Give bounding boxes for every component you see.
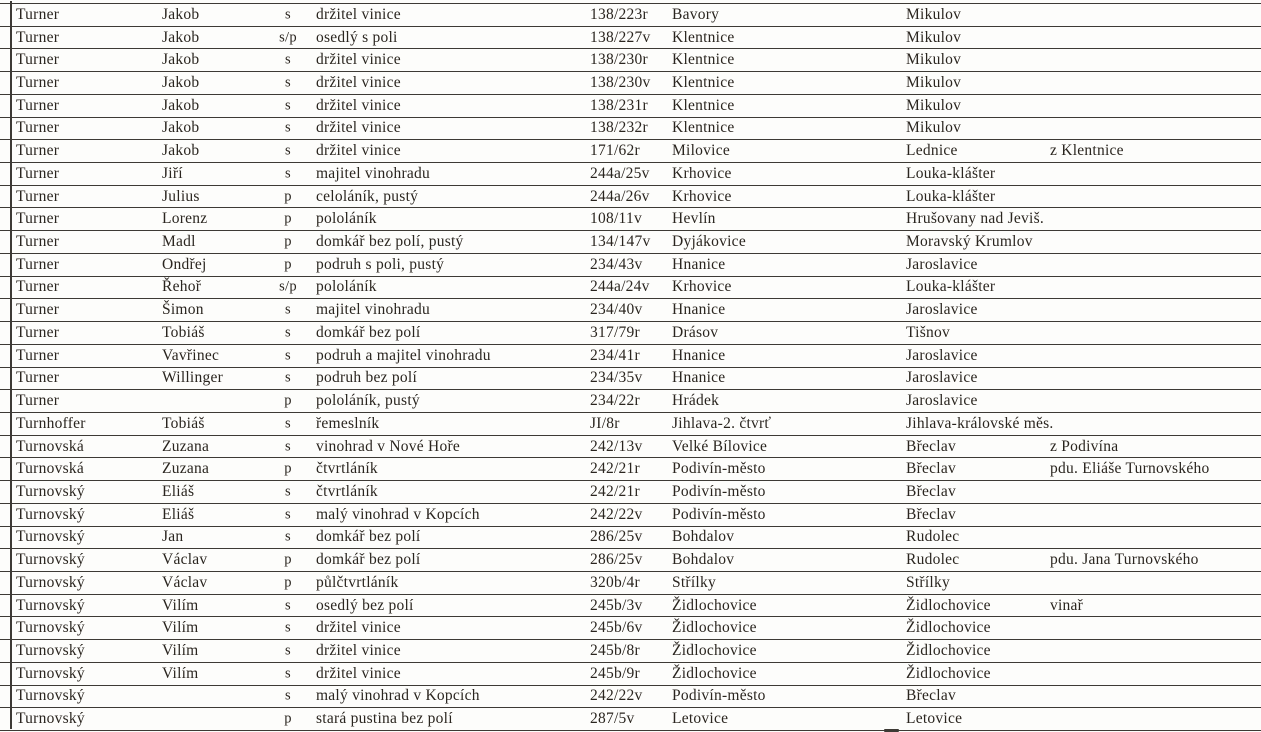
cell-note: z Klentnice bbox=[1050, 141, 1124, 159]
cell-given-name: Tobiáš bbox=[162, 414, 205, 432]
cell-surname: Turnovský bbox=[16, 641, 85, 659]
table-row bbox=[0, 186, 1261, 209]
cell-surname: Turner bbox=[16, 255, 60, 273]
cell-district: Židlochovice bbox=[906, 641, 991, 659]
cell-surname: Turner bbox=[16, 300, 60, 318]
cell-surname: Turnovský bbox=[16, 687, 85, 705]
cell-place: Dyjákovice bbox=[672, 232, 746, 250]
cell-given-name: Šimon bbox=[162, 300, 204, 318]
cell-source-ref: 108/11v bbox=[590, 210, 642, 228]
cell-place: Podivín-město bbox=[672, 482, 766, 500]
cell-source-ref: 317/79r bbox=[590, 323, 640, 341]
cell-district: Rudolec bbox=[906, 528, 960, 546]
cell-source-ref: 234/43v bbox=[590, 255, 643, 273]
table-row bbox=[0, 640, 1261, 663]
cell-place: Milovice bbox=[672, 141, 730, 159]
cell-given-name: Willinger bbox=[162, 369, 224, 387]
cell-source-ref: 244a/25v bbox=[590, 164, 650, 182]
cell-description: pololáník, pustý bbox=[316, 391, 420, 409]
cell-district: Moravský Krumlov bbox=[906, 232, 1033, 250]
cell-description: pololáník bbox=[316, 278, 377, 296]
cell-given-name: Jakob bbox=[162, 28, 200, 46]
cell-description: majitel vinohradu bbox=[316, 164, 431, 182]
cell-given-name: Jan bbox=[162, 528, 184, 546]
cell-given-name: Václav bbox=[162, 550, 208, 568]
cell-place: Bohdalov bbox=[672, 528, 735, 546]
cell-surname: Turnovský bbox=[16, 573, 85, 591]
cell-source-ref: 320b/4r bbox=[590, 573, 640, 591]
cell-status: s bbox=[285, 619, 291, 636]
table-row bbox=[0, 254, 1261, 277]
cell-place: Židlochovice bbox=[672, 619, 757, 637]
cell-district: Rudolec bbox=[906, 550, 960, 568]
cell-status: s bbox=[285, 415, 291, 432]
cell-district: Mikulov bbox=[906, 51, 962, 69]
table-row bbox=[0, 595, 1261, 618]
cell-given-name: Zuzana bbox=[162, 460, 210, 478]
cell-source-ref: 138/227v bbox=[590, 28, 651, 46]
cell-place: Klentnice bbox=[672, 51, 735, 69]
cell-description: osedlý s poli bbox=[316, 28, 398, 46]
cell-source-ref: 134/147v bbox=[590, 232, 651, 250]
cell-source-ref: 138/230v bbox=[590, 73, 651, 91]
cell-surname: Turnovský bbox=[16, 619, 85, 637]
cell-source-ref: 244a/26v bbox=[590, 187, 650, 205]
cell-surname: Turner bbox=[16, 164, 60, 182]
cell-given-name: Tobiáš bbox=[162, 323, 205, 341]
cell-status: s bbox=[285, 596, 291, 613]
cell-status: p bbox=[284, 187, 292, 204]
cell-surname: Turner bbox=[16, 210, 60, 228]
cell-description: domkář bez polí bbox=[316, 528, 421, 546]
table-row bbox=[0, 368, 1261, 391]
cell-source-ref: 138/230r bbox=[590, 51, 648, 69]
cell-district: Louka-klášter bbox=[906, 187, 996, 205]
cell-surname: Turner bbox=[16, 28, 60, 46]
cell-status: s bbox=[285, 301, 291, 318]
cell-description: pololáník bbox=[316, 210, 377, 228]
cell-surname: Turnovská bbox=[16, 460, 84, 478]
cell-place: Krhovice bbox=[672, 187, 732, 205]
cell-status: s bbox=[285, 665, 291, 682]
cell-district: Mikulov bbox=[906, 73, 962, 91]
cell-status: s bbox=[285, 483, 291, 500]
cell-surname: Turnovský bbox=[16, 664, 85, 682]
table-row bbox=[0, 413, 1261, 436]
cell-description: držitel vinice bbox=[316, 96, 401, 114]
cell-place: Krhovice bbox=[672, 278, 732, 296]
table-row bbox=[0, 27, 1261, 50]
cell-status: s/p bbox=[279, 278, 297, 295]
cell-place: Klentnice bbox=[672, 28, 735, 46]
cell-surname: Turnovský bbox=[16, 482, 85, 500]
table-row bbox=[0, 163, 1261, 186]
cell-given-name: Vilím bbox=[162, 641, 199, 659]
cell-status: s bbox=[285, 346, 291, 363]
cell-place: Podivín-město bbox=[672, 687, 766, 705]
table-row bbox=[0, 299, 1261, 322]
table-row bbox=[0, 708, 1261, 731]
cell-description: držitel vinice bbox=[316, 664, 401, 682]
cell-district: Louka-klášter bbox=[906, 278, 996, 296]
cell-district: Židlochovice bbox=[906, 596, 991, 614]
cell-district: Louka-klášter bbox=[906, 164, 996, 182]
cell-surname: Turner bbox=[16, 119, 60, 137]
cell-place: Židlochovice bbox=[672, 596, 757, 614]
cell-surname: Turnovská bbox=[16, 437, 84, 455]
cell-surname: Turner bbox=[16, 323, 60, 341]
cell-note: pdu. Jana Turnovského bbox=[1050, 550, 1199, 568]
cell-surname: Turner bbox=[16, 187, 60, 205]
table-row bbox=[0, 549, 1261, 572]
cell-surname: Turnovský bbox=[16, 709, 85, 727]
cell-status: s bbox=[285, 528, 291, 545]
cell-status: s bbox=[285, 324, 291, 341]
cell-status: p bbox=[284, 710, 292, 727]
table-row bbox=[0, 527, 1261, 550]
cell-given-name: Vavřinec bbox=[162, 346, 220, 364]
cell-place: Bohdalov bbox=[672, 550, 735, 568]
cell-place: Drásov bbox=[672, 323, 719, 341]
cell-source-ref: 242/21r bbox=[590, 482, 640, 500]
cell-source-ref: 234/41r bbox=[590, 346, 640, 364]
cell-district: Hrušovany nad Jeviš. bbox=[906, 210, 1045, 228]
cell-source-ref: 286/25v bbox=[590, 550, 643, 568]
cell-district: Židlochovice bbox=[906, 619, 991, 637]
cell-status: s bbox=[285, 6, 291, 23]
table-row bbox=[0, 572, 1261, 595]
cell-district: Jaroslavice bbox=[906, 346, 978, 364]
cell-place: Židlochovice bbox=[672, 641, 757, 659]
cell-given-name: Vilím bbox=[162, 619, 199, 637]
cell-note: pdu. Eliáše Turnovského bbox=[1050, 460, 1210, 478]
cell-given-name: Jakob bbox=[162, 96, 200, 114]
cell-description: držitel vinice bbox=[316, 73, 401, 91]
cell-district: Lednice bbox=[906, 141, 958, 159]
cell-status: s bbox=[285, 642, 291, 659]
cell-description: podruh s poli, pustý bbox=[316, 255, 445, 273]
cell-description: stará pustina bez polí bbox=[316, 709, 453, 727]
cell-surname: Turner bbox=[16, 51, 60, 69]
cell-given-name: Ondřej bbox=[162, 255, 207, 273]
cell-description: držitel vinice bbox=[316, 51, 401, 69]
cell-district: Jaroslavice bbox=[906, 369, 978, 387]
cell-surname: Turner bbox=[16, 369, 60, 387]
cell-description: držitel vinice bbox=[316, 619, 401, 637]
cell-status: s bbox=[285, 119, 291, 136]
cell-place: Podivín-město bbox=[672, 505, 766, 523]
table-row bbox=[0, 390, 1261, 413]
cell-place: Klentnice bbox=[672, 96, 735, 114]
cell-given-name: Jiří bbox=[162, 164, 183, 182]
cell-description: podruh bez polí bbox=[316, 369, 418, 387]
table-row bbox=[0, 458, 1261, 481]
cell-source-ref: 234/40v bbox=[590, 300, 643, 318]
cell-status: s bbox=[285, 97, 291, 114]
table-row bbox=[0, 686, 1261, 709]
cell-surname: Turnovský bbox=[16, 596, 85, 614]
cell-place: Hnanice bbox=[672, 300, 726, 318]
cell-description: vinohrad v Nové Hoře bbox=[316, 437, 461, 455]
cell-district: Tišnov bbox=[906, 323, 951, 341]
cell-place: Hnanice bbox=[672, 346, 726, 364]
cell-place: Klentnice bbox=[672, 73, 735, 91]
cell-district: Jaroslavice bbox=[906, 300, 978, 318]
cell-surname: Turner bbox=[16, 232, 60, 250]
cell-surname: Turnovský bbox=[16, 505, 85, 523]
cell-status: s bbox=[285, 369, 291, 386]
table-row bbox=[0, 504, 1261, 527]
cell-place: Bavory bbox=[672, 5, 720, 23]
cell-status: p bbox=[284, 233, 292, 250]
cell-status: p bbox=[284, 392, 292, 409]
cell-given-name: Madl bbox=[162, 232, 196, 250]
cell-place: Klentnice bbox=[672, 119, 735, 137]
cell-note: vinař bbox=[1050, 596, 1084, 614]
cell-place: Velké Bílovice bbox=[672, 437, 768, 455]
cell-given-name: Vilím bbox=[162, 664, 199, 682]
cell-surname: Turner bbox=[16, 96, 60, 114]
table-row bbox=[0, 436, 1261, 459]
table-row bbox=[0, 140, 1261, 163]
cell-district: Mikulov bbox=[906, 119, 962, 137]
cell-status: p bbox=[284, 210, 292, 227]
cell-description: držitel vinice bbox=[316, 141, 401, 159]
cell-status: s bbox=[285, 687, 291, 704]
cell-place: Hnanice bbox=[672, 369, 726, 387]
cell-source-ref: JI/8r bbox=[590, 414, 620, 432]
cell-source-ref: 245b/8r bbox=[590, 641, 640, 659]
cell-surname: Turner bbox=[16, 141, 60, 159]
cell-status: p bbox=[284, 460, 292, 477]
cell-status: p bbox=[284, 574, 292, 591]
cell-given-name: Zuzana bbox=[162, 437, 210, 455]
cell-district: Mikulov bbox=[906, 96, 962, 114]
cell-status: s bbox=[285, 505, 291, 522]
cell-district: Břeclav bbox=[906, 505, 956, 523]
cell-given-name: Jakob bbox=[162, 73, 200, 91]
cell-source-ref: 244a/24v bbox=[590, 278, 650, 296]
cell-district: Židlochovice bbox=[906, 664, 991, 682]
cell-status: s bbox=[285, 74, 291, 91]
cell-description: čtvrtláník bbox=[316, 482, 378, 500]
cell-district: Mikulov bbox=[906, 28, 962, 46]
cell-description: celoláník, pustý bbox=[316, 187, 419, 205]
cell-given-name: Jakob bbox=[162, 141, 200, 159]
cell-description: čtvrtláník bbox=[316, 460, 378, 478]
table-row bbox=[0, 231, 1261, 254]
cell-description: řemeslník bbox=[316, 414, 380, 432]
cell-source-ref: 242/21r bbox=[590, 460, 640, 478]
cell-place: Jihlava-2. čtvrť bbox=[672, 414, 772, 432]
table-row bbox=[0, 617, 1261, 640]
cell-district: Mikulov bbox=[906, 5, 962, 23]
cell-place: Krhovice bbox=[672, 164, 732, 182]
register-table bbox=[0, 3, 1261, 731]
cell-description: osedlý bez polí bbox=[316, 596, 414, 614]
cell-description: domkář bez polí bbox=[316, 323, 421, 341]
cell-status: s bbox=[285, 165, 291, 182]
cell-district: Jaroslavice bbox=[906, 255, 978, 273]
cell-district: Jihlava-královské měs. bbox=[906, 414, 1054, 432]
table-row bbox=[0, 481, 1261, 504]
cell-status: s/p bbox=[279, 28, 297, 45]
table-row bbox=[0, 118, 1261, 141]
cell-source-ref: 287/5v bbox=[590, 709, 635, 727]
cell-description: půlčtvrtláník bbox=[316, 573, 399, 591]
cell-source-ref: 234/35v bbox=[590, 369, 643, 387]
cell-district: Střílky bbox=[906, 573, 950, 591]
cell-description: držitel vinice bbox=[316, 641, 401, 659]
cell-source-ref: 286/25v bbox=[590, 528, 643, 546]
table-row bbox=[0, 95, 1261, 118]
cell-source-ref: 242/22v bbox=[590, 505, 643, 523]
cell-source-ref: 245b/6v bbox=[590, 619, 643, 637]
cell-source-ref: 138/231r bbox=[590, 96, 648, 114]
cell-district: Břeclav bbox=[906, 482, 956, 500]
table-row bbox=[0, 277, 1261, 300]
cell-given-name: Eliáš bbox=[162, 505, 195, 523]
cell-status: s bbox=[285, 437, 291, 454]
cell-description: domkář bez polí, pustý bbox=[316, 232, 464, 250]
cell-surname: Turner bbox=[16, 278, 60, 296]
table-row bbox=[0, 208, 1261, 231]
cell-surname: Turnovský bbox=[16, 528, 85, 546]
cell-source-ref: 245b/9r bbox=[590, 664, 640, 682]
cell-status: s bbox=[285, 51, 291, 68]
cell-given-name: Václav bbox=[162, 573, 208, 591]
cell-surname: Turner bbox=[16, 5, 60, 23]
cell-district: Letovice bbox=[906, 709, 963, 727]
cell-given-name: Jakob bbox=[162, 5, 200, 23]
cell-given-name: Vilím bbox=[162, 596, 199, 614]
cell-place: Hevlín bbox=[672, 210, 716, 228]
cell-place: Letovice bbox=[672, 709, 729, 727]
cell-district: Jaroslavice bbox=[906, 391, 978, 409]
cell-given-name: Řehoř bbox=[162, 278, 202, 296]
cell-description: držitel vinice bbox=[316, 5, 401, 23]
cell-given-name: Julius bbox=[162, 187, 200, 205]
cell-source-ref: 245b/3v bbox=[590, 596, 643, 614]
cell-district: Břeclav bbox=[906, 687, 956, 705]
cell-description: malý vinohrad v Kopcích bbox=[316, 687, 480, 705]
cell-place: Hnanice bbox=[672, 255, 726, 273]
table-row bbox=[0, 4, 1261, 27]
table-row bbox=[0, 72, 1261, 95]
cell-description: držitel vinice bbox=[316, 119, 401, 137]
table-row bbox=[0, 345, 1261, 368]
cell-given-name: Jakob bbox=[162, 119, 200, 137]
cell-district: Břeclav bbox=[906, 437, 956, 455]
cell-place: Střílky bbox=[672, 573, 716, 591]
cell-surname: Turner bbox=[16, 73, 60, 91]
cell-source-ref: 138/223r bbox=[590, 5, 648, 23]
cell-description: majitel vinohradu bbox=[316, 300, 431, 318]
table-row bbox=[0, 322, 1261, 345]
table-row bbox=[0, 49, 1261, 72]
cell-given-name: Lorenz bbox=[162, 210, 208, 228]
cell-surname: Turnhoffer bbox=[16, 414, 86, 432]
cell-status: p bbox=[284, 256, 292, 273]
cell-place: Židlochovice bbox=[672, 664, 757, 682]
cell-place: Hrádek bbox=[672, 391, 720, 409]
cell-source-ref: 242/22v bbox=[590, 687, 643, 705]
cell-source-ref: 234/22r bbox=[590, 391, 640, 409]
cell-given-name: Jakob bbox=[162, 51, 200, 69]
cell-status: p bbox=[284, 551, 292, 568]
cell-description: malý vinohrad v Kopcích bbox=[316, 505, 480, 523]
cell-surname: Turnovský bbox=[16, 550, 85, 568]
cell-given-name: Eliáš bbox=[162, 482, 195, 500]
cell-place: Podivín-město bbox=[672, 460, 766, 478]
cell-description: podruh a majitel vinohradu bbox=[316, 346, 491, 364]
cell-district: Břeclav bbox=[906, 460, 956, 478]
cell-surname: Turner bbox=[16, 391, 60, 409]
cell-source-ref: 138/232r bbox=[590, 119, 648, 137]
cell-surname: Turner bbox=[16, 346, 60, 364]
cell-status: s bbox=[285, 142, 291, 159]
cell-description: domkář bez polí bbox=[316, 550, 421, 568]
cell-note: z Podivína bbox=[1050, 437, 1119, 455]
cell-source-ref: 242/13v bbox=[590, 437, 643, 455]
table-row bbox=[0, 663, 1261, 686]
cell-source-ref: 171/62r bbox=[590, 141, 640, 159]
